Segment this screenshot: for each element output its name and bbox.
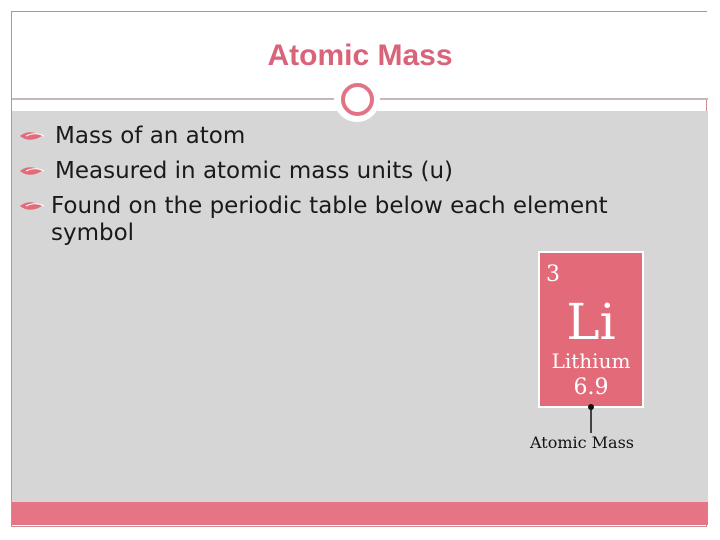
- leaf-bullet-icon: [18, 193, 48, 220]
- bullet-list: [18, 123, 658, 255]
- element-name: Lithium: [551, 349, 631, 373]
- element-symbol: Li: [566, 293, 616, 351]
- bullet-text: Measured in atomic mass units (u): [55, 158, 454, 184]
- bullet-item: [18, 123, 658, 150]
- bullet-text: Mass of an atom: [55, 123, 246, 149]
- leaf-bullet-icon: [18, 158, 48, 185]
- leaf-bullet-icon: [18, 123, 48, 150]
- atomic-mass-callout: Atomic Mass: [529, 433, 634, 452]
- bullet-item: [18, 193, 658, 247]
- atomic-mass-value: 6.9: [573, 375, 609, 400]
- slide-title: Atomic Mass: [267, 39, 453, 72]
- circle-ring: [341, 83, 374, 116]
- bullet-item: [18, 158, 658, 185]
- arrow-up-icon: [580, 400, 602, 436]
- bottom-bar: [12, 502, 708, 525]
- element-card: [538, 251, 644, 408]
- bullet-text: Found on the periodic table below each element symbol: [51, 193, 608, 246]
- atomic-number: 3: [546, 262, 560, 287]
